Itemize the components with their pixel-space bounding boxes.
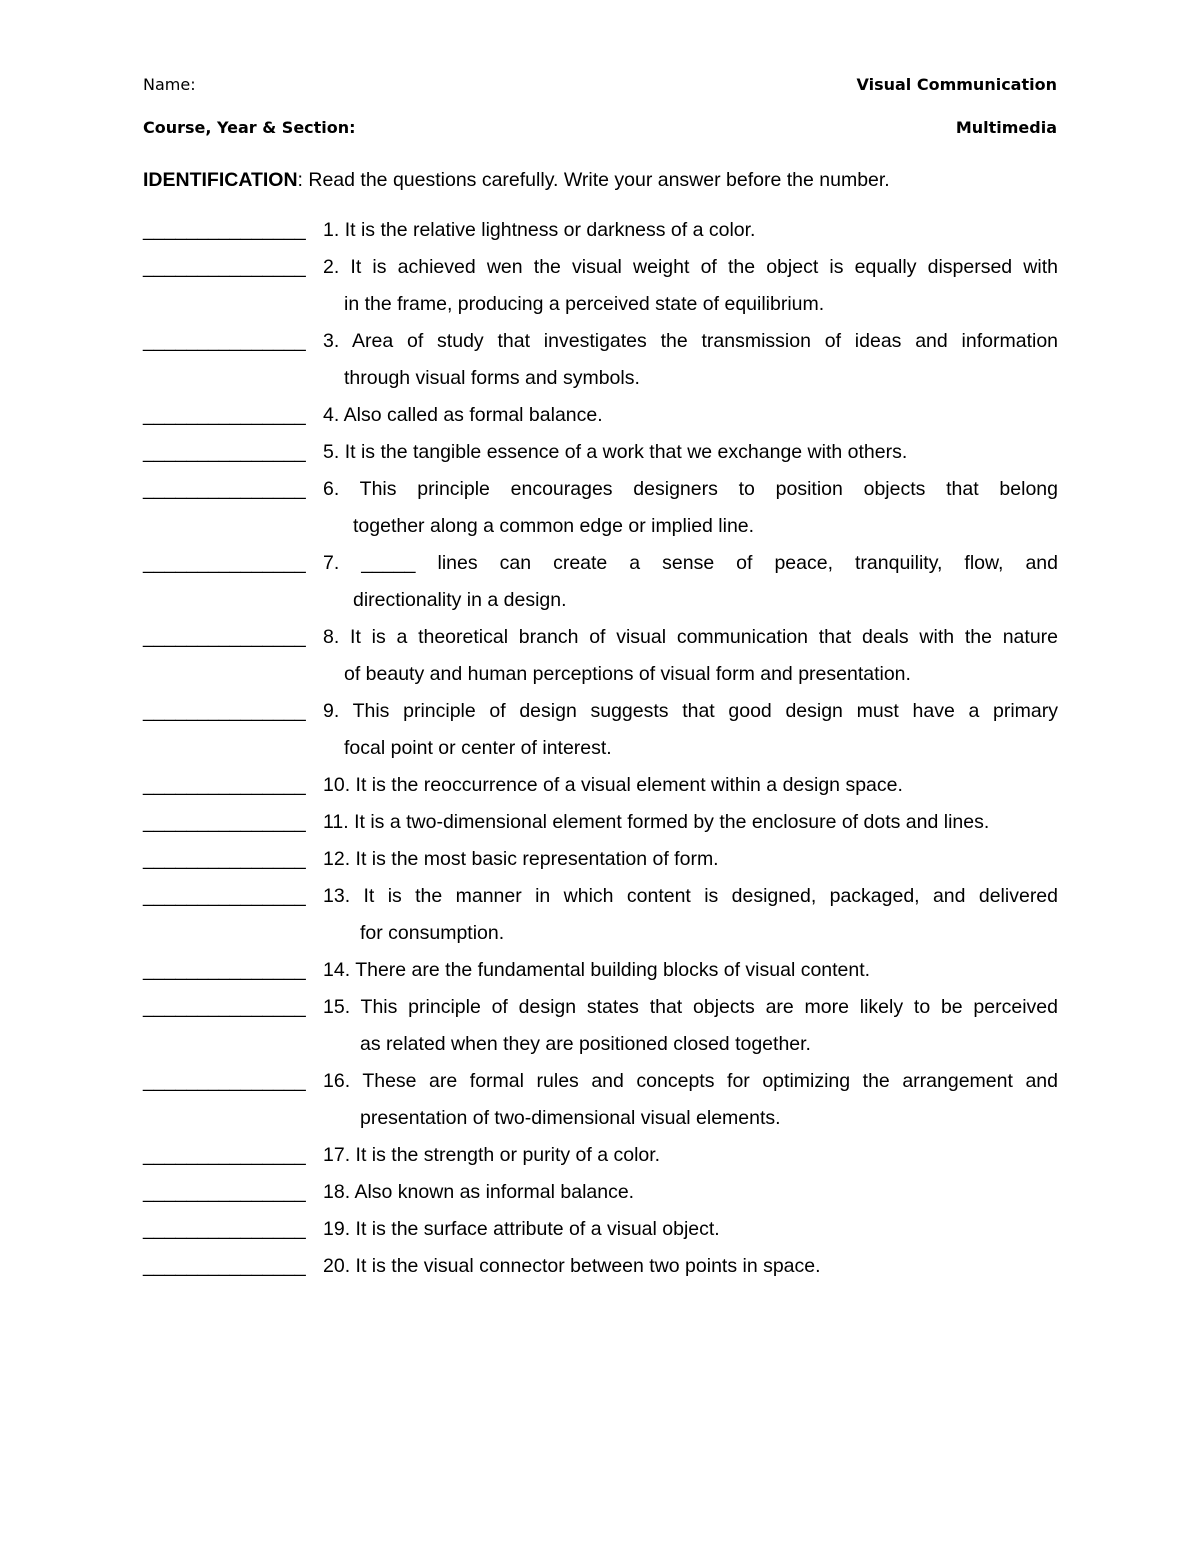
question-text: It is the manner in which content is designed, packaged, and delivered: [363, 885, 1058, 907]
question-text-continued: in the frame, producing a perceived state of equilibrium.: [344, 293, 825, 315]
question-item: [143, 625, 1058, 686]
answer-blank[interactable]: _______________: [143, 441, 306, 463]
question-line: [323, 625, 1058, 649]
question-text: It is the most basic representation of form.: [355, 848, 719, 870]
question-line: [323, 1143, 1058, 1167]
answer-blank[interactable]: _______________: [143, 700, 306, 722]
answer-blank[interactable]: _______________: [143, 959, 306, 981]
question-item: [143, 884, 1058, 945]
question-item: [143, 773, 1058, 797]
answer-blank[interactable]: _______________: [143, 885, 306, 907]
answer-blank[interactable]: _______________: [143, 552, 306, 574]
question-text-continued: of beauty and human perceptions of visual form and presentation.: [344, 663, 911, 685]
question-line: [323, 847, 1058, 871]
answer-blank[interactable]: _______________: [143, 1181, 306, 1203]
question-text: This principle of design suggests that good design must have a primary: [352, 700, 1058, 722]
question-number: 9.: [323, 700, 340, 722]
question-text-continued: presentation of two-dimensional visual elements.: [360, 1107, 781, 1129]
instructions-label: IDENTIFICATION: [143, 169, 298, 191]
question-line: [323, 329, 1058, 353]
question-text: This principle encourages designers to position objects that belong: [359, 478, 1058, 500]
topic-title: Multimedia: [955, 118, 1057, 137]
question-text-continued: together along a common edge or implied line.: [353, 515, 755, 537]
question-number: 13.: [323, 885, 351, 907]
question-line: [323, 958, 1058, 982]
question-line: [323, 884, 1058, 908]
question-number: 16.: [323, 1070, 351, 1092]
answer-blank[interactable]: _______________: [143, 996, 306, 1018]
question-text: Also known as informal balance.: [354, 1181, 635, 1203]
question-text: _____ lines can create a sense of peace, tranquility, flow, and: [361, 552, 1058, 574]
question-item: [143, 1180, 1058, 1204]
question-number: 18.: [323, 1181, 351, 1203]
answer-blank[interactable]: _______________: [143, 478, 306, 500]
question-text: These are formal rules and concepts for optimizing the arrangement and: [362, 1070, 1058, 1092]
question-item: [143, 699, 1058, 760]
question-item: [143, 1069, 1058, 1130]
question-line: [323, 773, 1058, 797]
question-item: [143, 1143, 1058, 1167]
question-text: It is the reoccurrence of a visual element within a design space.: [355, 774, 903, 796]
answer-blank[interactable]: _______________: [143, 626, 306, 648]
question-line: [323, 403, 1058, 427]
question-text-continued: as related when they are positioned closed together.: [360, 1033, 811, 1055]
question-number: 1.: [323, 219, 340, 241]
question-number: 20.: [323, 1255, 351, 1277]
question-item: [143, 329, 1058, 390]
question-line: [323, 551, 1058, 575]
answer-blank[interactable]: _______________: [143, 404, 306, 426]
question-number: 4.: [323, 404, 340, 426]
question-item: [143, 847, 1058, 871]
name-label: Name:: [143, 75, 196, 94]
question-number: 11.: [323, 811, 349, 833]
question-line: [323, 699, 1058, 723]
question-item: [143, 995, 1058, 1056]
question-text: It is a theoretical branch of visual communication that deals with the nature: [350, 626, 1058, 648]
question-text: It is the relative lightness or darkness of a color.: [344, 219, 756, 241]
question-text: It is the surface attribute of a visual object.: [355, 1218, 720, 1240]
question-item: [143, 218, 1058, 242]
question-text-continued: through visual forms and symbols.: [344, 367, 640, 389]
question-number: 19.: [323, 1218, 351, 1240]
answer-blank[interactable]: _______________: [143, 256, 306, 278]
answer-blank[interactable]: _______________: [143, 774, 306, 796]
instructions-text: : Read the questions carefully. Write your answer before the number.: [297, 169, 890, 191]
question-text: It is a two-dimensional element formed by the enclosure of dots and lines.: [354, 811, 990, 833]
question-number: 5.: [323, 441, 340, 463]
question-text: It is the tangible essence of a work that we exchange with others.: [344, 441, 908, 463]
question-number: 7.: [323, 552, 340, 574]
question-item: [143, 1217, 1058, 1241]
question-number: 10.: [323, 774, 351, 796]
question-text: Also called as formal balance.: [343, 404, 603, 426]
question-text-continued: focal point or center of interest.: [344, 737, 612, 759]
question-item: [143, 551, 1058, 612]
answer-blank[interactable]: _______________: [143, 1218, 306, 1240]
question-item: [143, 1254, 1058, 1278]
question-line: [323, 1254, 1058, 1278]
question-line: [323, 218, 1058, 242]
question-text: There are the fundamental building blocks of visual content.: [355, 959, 871, 981]
question-text: It is the strength or purity of a color.: [355, 1144, 661, 1166]
question-line: [323, 1217, 1058, 1241]
question-line: [323, 995, 1058, 1019]
subject-title: Visual Communication: [856, 75, 1057, 94]
question-item: [143, 255, 1058, 316]
question-text-continued: directionality in a design.: [353, 589, 567, 611]
question-number: 17.: [323, 1144, 351, 1166]
instructions: [143, 168, 890, 192]
answer-blank[interactable]: _______________: [143, 1144, 306, 1166]
question-item: [143, 403, 1058, 427]
question-number: 8.: [323, 626, 340, 648]
question-number: 2.: [323, 256, 340, 278]
question-number: 15.: [323, 996, 351, 1018]
question-line: [323, 1069, 1058, 1093]
question-text: This principle of design states that objects are more likely to be perceived: [360, 996, 1058, 1018]
question-item: [143, 477, 1058, 538]
question-line: [323, 440, 1058, 464]
question-text: It is the visual connector between two points in space.: [355, 1255, 821, 1277]
answer-blank[interactable]: _______________: [143, 219, 306, 241]
question-text: It is achieved wen the visual weight of the object is equally dispersed with: [350, 256, 1058, 278]
answer-blank[interactable]: _______________: [143, 1070, 306, 1092]
question-number: 12.: [323, 848, 351, 870]
question-text-continued: for consumption.: [360, 922, 505, 944]
question-text: Area of study that investigates the transmission of ideas and information: [352, 330, 1059, 352]
answer-blank[interactable]: _______________: [143, 848, 306, 870]
question-line: [323, 477, 1058, 501]
answer-blank[interactable]: _______________: [143, 330, 306, 352]
question-number: 3.: [323, 330, 340, 352]
question-line: [323, 810, 1058, 834]
question-list: [143, 218, 1058, 1291]
question-item: [143, 810, 1058, 834]
question-number: 6.: [323, 478, 340, 500]
course-label: Course, Year & Section:: [143, 118, 356, 137]
question-item: [143, 440, 1058, 464]
question-number: 14.: [323, 959, 351, 981]
question-line: [323, 255, 1058, 279]
question-line: [323, 1180, 1058, 1204]
question-item: [143, 958, 1058, 982]
answer-blank[interactable]: _______________: [143, 811, 306, 833]
answer-blank[interactable]: _______________: [143, 1255, 306, 1277]
